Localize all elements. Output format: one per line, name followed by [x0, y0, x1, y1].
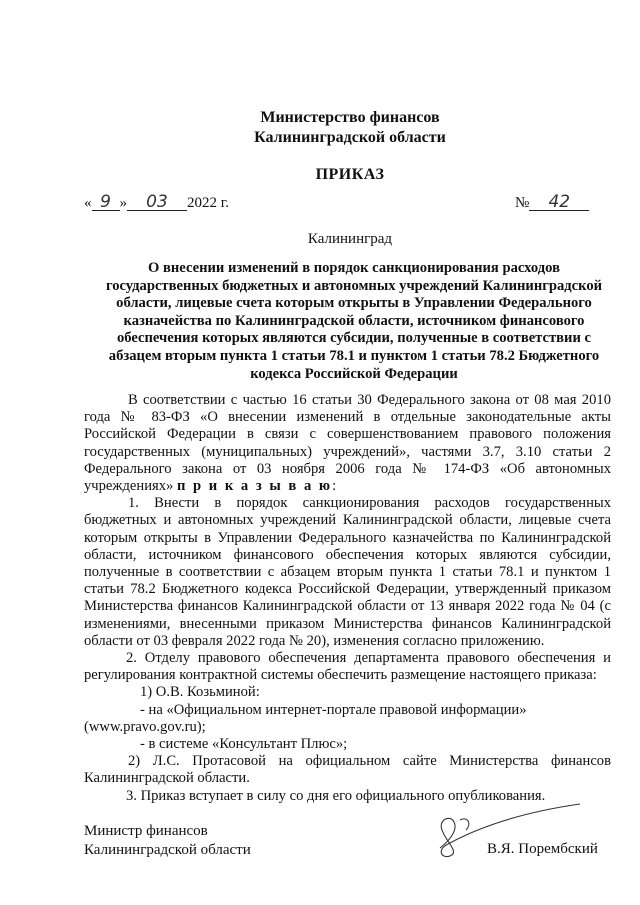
- preamble: [84, 392, 611, 495]
- item-2-2: 2) Л.С. Протасовой на официальном сайте Министерства финансов Калининградской области.: [84, 753, 611, 787]
- city: Калининград: [307, 231, 393, 247]
- order-colon: :: [332, 478, 337, 495]
- item-2-1-a: - на «Официальном интернет-портале правовой информации»: [140, 701, 527, 718]
- item-3: 3. Приказ вступает в силу со дня его официального опубликования.: [126, 787, 546, 804]
- signatory-name: В.Я. Порембский: [487, 841, 598, 857]
- date-open-quote: «: [84, 195, 92, 211]
- date-month: 03: [146, 192, 168, 212]
- number-prefix: №: [515, 195, 530, 211]
- position-line-2: Калининградской области: [84, 842, 251, 858]
- item-2: 2. Отделу правового обеспечения департамента правового обеспечения и регулирования контрактной системы обеспечить размещение настоящего приказа:: [84, 650, 611, 684]
- date-year: 2022 г.: [187, 195, 229, 211]
- number-value: 42: [548, 192, 571, 212]
- item-2-1-a-url: (www.pravo.gov.ru);: [84, 718, 206, 735]
- order-date: [84, 192, 229, 212]
- date-day: 9: [100, 192, 111, 212]
- ministry-line-2: Калининградской области: [254, 129, 446, 146]
- order-word: п р и к а з ы в а ю: [176, 478, 333, 495]
- position-line-1: Министр финансов: [84, 823, 208, 839]
- date-close-quote: »: [119, 195, 127, 211]
- order-title: ПРИКАЗ: [315, 166, 385, 183]
- order-body: [84, 392, 611, 805]
- ministry-header: [0, 108, 640, 148]
- preamble-text: В соответствии с частью 16 статьи 30 Федерального закона от 08 мая 2010 года № 83-ФЗ «О внесении изменений в отдельные законодательные акты Российской Федерации в связи с совершенствованием правового положения государственных (муниципальных) учреждений», частями 3.7, 3.10 статьи 2 Федерального закона от 03 ноября 2006 года № 174-ФЗ «Об автономных учреждениях»: [84, 392, 611, 495]
- item-1: 1. Внести в порядок санкционирования расходов государственных бюджетных и автономных учреждений Калининградской области, лицевые счета которым открыты в Управлении Федерального казначейства по Калининградской области, источником финансового обеспечения которых являются субсидии, полученные в соответствии с абзацем вторым пункта 1 статьи 78.1 и пунктом 1 статьи 78.2 Бюджетного кодекса Российской Федерации, утвержденный приказом Министерства финансов Калининградской области от 13 января 2022 года № 04 (с изменениями, внесенными приказом Министерства финансов Калининградской области от 03 февраля 2022 года № 20), изменения согласно приложению.: [84, 495, 611, 649]
- ministry-line-1: Министерство финансов: [260, 109, 440, 126]
- signatory-position: [84, 822, 251, 860]
- item-2-1: 1) О.В. Козьминой:: [140, 684, 260, 701]
- order-number: [515, 192, 589, 212]
- item-2-1-b: - в системе «Консультант Плюс»;: [140, 736, 348, 753]
- order-subject: О внесении изменений в порядок санкционирования расходов государственных бюджетных и автономных учреждений Калининградской области, лицевые счета которым открыты в Управлении Федерального казначейства по Калининградской области, источником финансового обеспечения которых являются субсидии, полученные в соответствии с абзацем вторым пункта 1 статьи 78.1 и пунктом 1 статьи 78.2 Бюджетного кодекса Российской Федерации: [105, 260, 603, 382]
